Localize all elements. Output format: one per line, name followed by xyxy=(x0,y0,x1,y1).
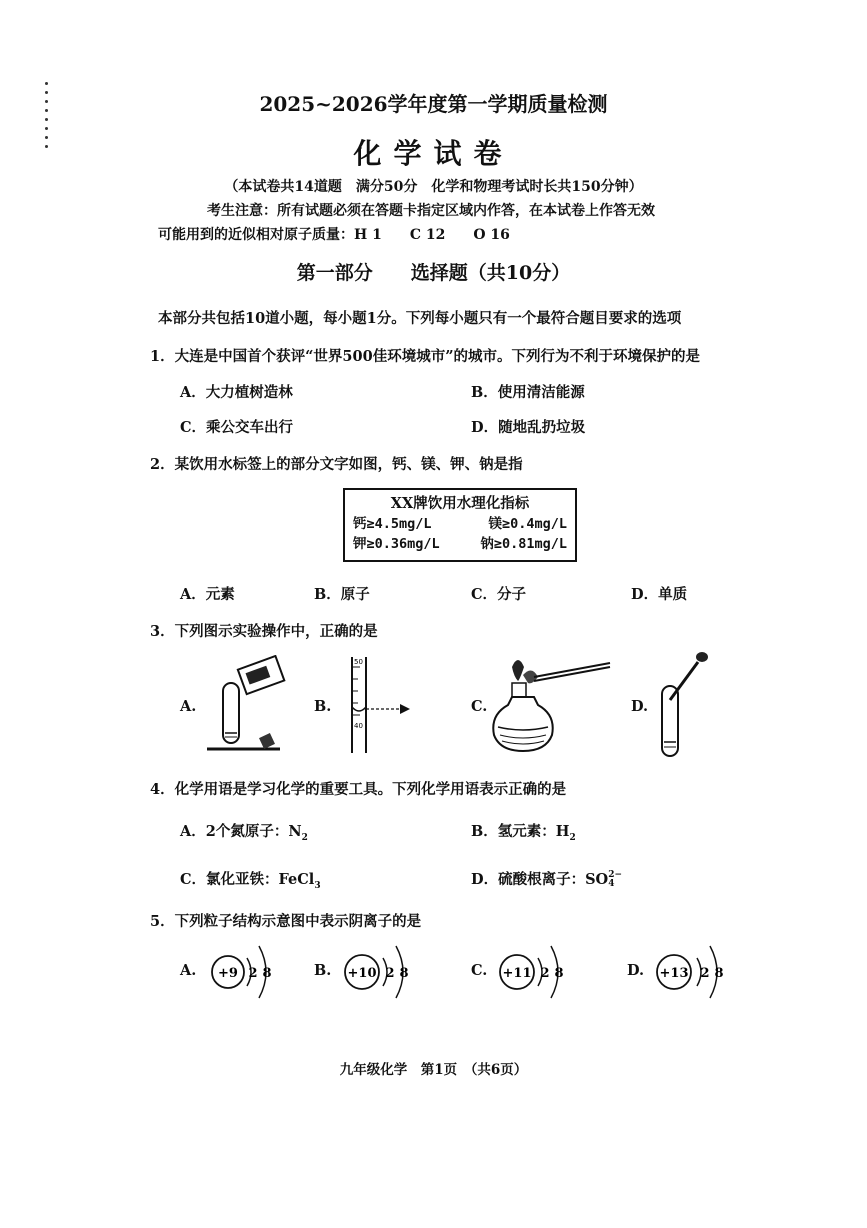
exam-info: （本试卷共14道题 满分50分 化学和物理考试时长共150分钟） xyxy=(224,179,643,195)
question-4-option-d[interactable] xyxy=(471,868,622,889)
pouring-liquid-figure xyxy=(205,655,295,755)
dropper-test-tube-figure xyxy=(656,650,716,760)
reading-cylinder-figure xyxy=(338,655,428,755)
cylinder-tick-40: 40 xyxy=(354,722,363,730)
question-2-option-d[interactable]: D．单质 xyxy=(631,586,688,603)
question-5-option-c-letter[interactable]: C. xyxy=(471,962,488,979)
atom-diagram-a xyxy=(207,936,277,1012)
atom-a-shell-1: 2 xyxy=(248,966,258,981)
atom-diagram-d xyxy=(652,936,732,1012)
atom-b-nucleus: +10 xyxy=(347,966,377,981)
atom-diagram-c xyxy=(495,936,571,1012)
atom-d-shell-2: 8 xyxy=(714,966,724,981)
subject-title: 化学试卷 xyxy=(353,137,514,170)
question-5-option-d-letter[interactable]: D. xyxy=(627,962,645,979)
question-1-option-d[interactable]: D．随地乱扔垃圾 xyxy=(471,419,586,436)
cylinder-tick-50: 50 xyxy=(354,658,363,666)
atomic-mass-note: 可能用到的近似相对原子质量：H 1 C 12 O 16 xyxy=(158,227,510,243)
page-footer: 九年级化学 第1页 （共6页） xyxy=(339,1062,528,1078)
atom-d-nucleus: +13 xyxy=(659,966,689,981)
question-2-option-a[interactable]: A．元素 xyxy=(180,586,235,603)
question-1-stem: 1．大连是中国首个获评“世界500佳环境城市”的城市。下列行为不利于环境保护的是 xyxy=(150,348,701,365)
question-5-option-b-letter[interactable]: B. xyxy=(314,962,332,979)
label-potassium: 钾≥0.36mg/L xyxy=(353,536,440,552)
candidate-note: 考生注意：所有试题必须在答题卡指定区域内作答，在本试卷上作答无效 xyxy=(207,203,655,219)
question-4-option-b-sub: 2 xyxy=(569,832,576,843)
atom-a-shell-2: 8 xyxy=(262,966,272,981)
question-4-option-c-text: C．氯化亚铁：FeCl xyxy=(180,871,315,888)
question-4-option-a-sub: 2 xyxy=(301,832,308,843)
question-3-stem: 3．下列图示实验操作中，正确的是 xyxy=(150,623,378,640)
question-4-option-b-text: B．氢元素：H xyxy=(471,823,570,840)
water-label-box xyxy=(343,488,577,562)
atom-c-shell-2: 8 xyxy=(554,966,564,981)
question-2-option-b[interactable]: B．原子 xyxy=(314,586,370,603)
question-2-stem: 2．某饮用水标签上的部分文字如图，钙、镁、钾、钠是指 xyxy=(150,456,523,473)
question-2-option-c[interactable]: C．分子 xyxy=(471,586,527,603)
atom-d-shell-1: 2 xyxy=(700,966,710,981)
question-5-option-a-letter[interactable]: A. xyxy=(180,962,197,979)
atom-b-shell-1: 2 xyxy=(385,966,395,981)
exam-title: 2025~2026学年度第一学期质量检测 xyxy=(259,92,608,116)
alcohol-lamp-figure xyxy=(490,655,615,755)
part-title: 第一部分 选择题（共10分） xyxy=(296,262,571,284)
label-magnesium: 镁≥0.4mg/L xyxy=(488,516,567,532)
part-instructions: 本部分共包括10道小题，每小题1分。下列每小题只有一个最符合题目要求的选项 xyxy=(158,310,682,327)
question-1-option-b[interactable]: B．使用清洁能源 xyxy=(471,384,585,401)
question-3-option-a[interactable]: A. xyxy=(180,698,197,715)
question-4-option-c-sub: 3 xyxy=(314,880,321,891)
question-4-option-c[interactable] xyxy=(180,868,321,891)
question-4-option-a-text: A．2个氮原子：N xyxy=(180,823,302,840)
atom-a-nucleus: +9 xyxy=(218,966,238,981)
label-sodium: 钠≥0.81mg/L xyxy=(480,536,567,552)
atom-diagram-b xyxy=(340,936,416,1012)
question-4-option-d-sup: 2− xyxy=(608,870,622,880)
question-4-option-a[interactable] xyxy=(180,820,308,843)
question-5-stem: 5．下列粒子结构示意图中表示阴离子的是 xyxy=(150,913,422,930)
question-3-option-c[interactable]: C. xyxy=(471,698,488,715)
atom-c-nucleus: +11 xyxy=(502,966,532,981)
question-1-option-c[interactable]: C．乘公交车出行 xyxy=(180,419,294,436)
atom-c-shell-1: 2 xyxy=(540,966,550,981)
question-4-option-b[interactable] xyxy=(471,820,576,843)
label-calcium: 钙≥4.5mg/L xyxy=(353,516,432,532)
question-3-option-b[interactable]: B. xyxy=(314,698,332,715)
question-4-option-d-sub: 4 xyxy=(608,879,615,889)
question-3-option-d[interactable]: D. xyxy=(631,698,649,715)
question-4-option-d-text: D．硫酸根离子：SO xyxy=(471,871,609,888)
atom-b-shell-2: 8 xyxy=(399,966,409,981)
question-4-stem: 4．化学用语是学习化学的重要工具。下列化学用语表示正确的是 xyxy=(150,781,567,798)
question-1-option-a[interactable]: A．大力植树造林 xyxy=(180,384,293,401)
water-label-title: XX牌饮用水理化指标 xyxy=(390,495,530,512)
